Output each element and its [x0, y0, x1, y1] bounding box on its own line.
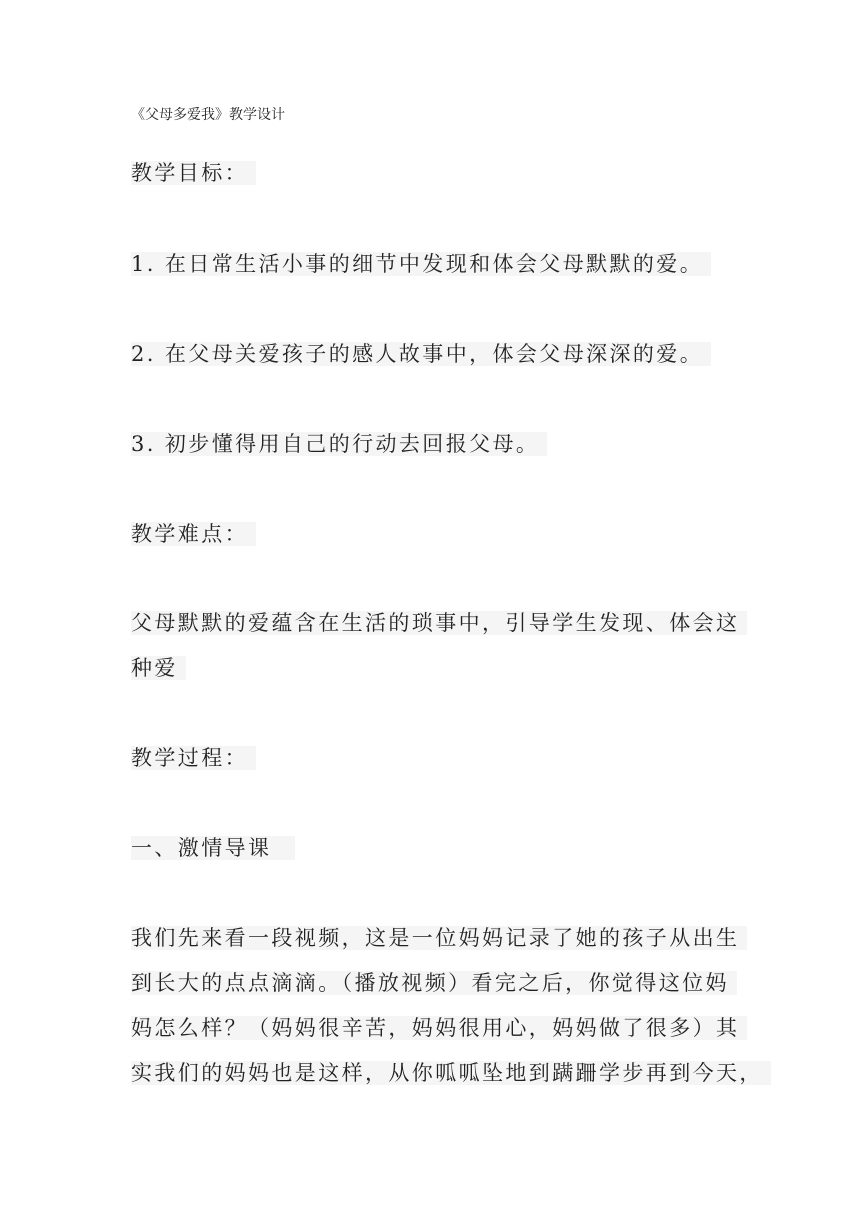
section1-line-2	[131, 963, 737, 1003]
goal-item-3	[131, 424, 547, 464]
section1-text: 到长大的点点滴滴。（播放视频）看完之后，你觉得这位妈	[131, 971, 737, 995]
goal-item-1	[131, 244, 711, 284]
difficulty-text: 种爱	[131, 656, 186, 680]
goal-item-text: 3. 初步懂得用自己的行动去回报父母。	[131, 432, 547, 456]
difficulty-heading	[131, 514, 256, 554]
difficulty-line-2	[131, 648, 186, 688]
goals-heading-text: 教学目标：	[131, 161, 256, 185]
goal-item-2	[131, 334, 711, 374]
process-heading	[131, 738, 256, 778]
difficulty-line-1	[131, 603, 747, 643]
section1-line-1	[131, 918, 747, 958]
section1-text: 实我们的妈妈也是这样，从你呱呱坠地到蹒跚学步再到今天，	[131, 1061, 771, 1085]
section1-line-4	[131, 1053, 771, 1093]
document-title: 《父母多爱我》教学设计	[131, 107, 285, 123]
process-heading-text: 教学过程：	[131, 746, 256, 770]
section1-text: 妈怎么样？（妈妈很辛苦，妈妈很用心，妈妈做了很多）其	[131, 1016, 747, 1040]
goal-item-text: 1. 在日常生活小事的细节中发现和体会父母默默的爱。	[131, 252, 711, 276]
section1-heading	[131, 828, 295, 868]
section1-line-3	[131, 1008, 747, 1048]
goal-item-text: 2. 在父母关爱孩子的感人故事中，体会父母深深的爱。	[131, 342, 711, 366]
section1-text: 我们先来看一段视频，这是一位妈妈记录了她的孩子从出生	[131, 926, 747, 950]
difficulty-text: 父母默默的爱蕴含在生活的琐事中，引导学生发现、体会这	[131, 611, 747, 635]
difficulty-heading-text: 教学难点：	[131, 522, 256, 546]
section1-heading-text: 一、激情导课	[131, 836, 295, 860]
goals-heading	[131, 153, 256, 193]
